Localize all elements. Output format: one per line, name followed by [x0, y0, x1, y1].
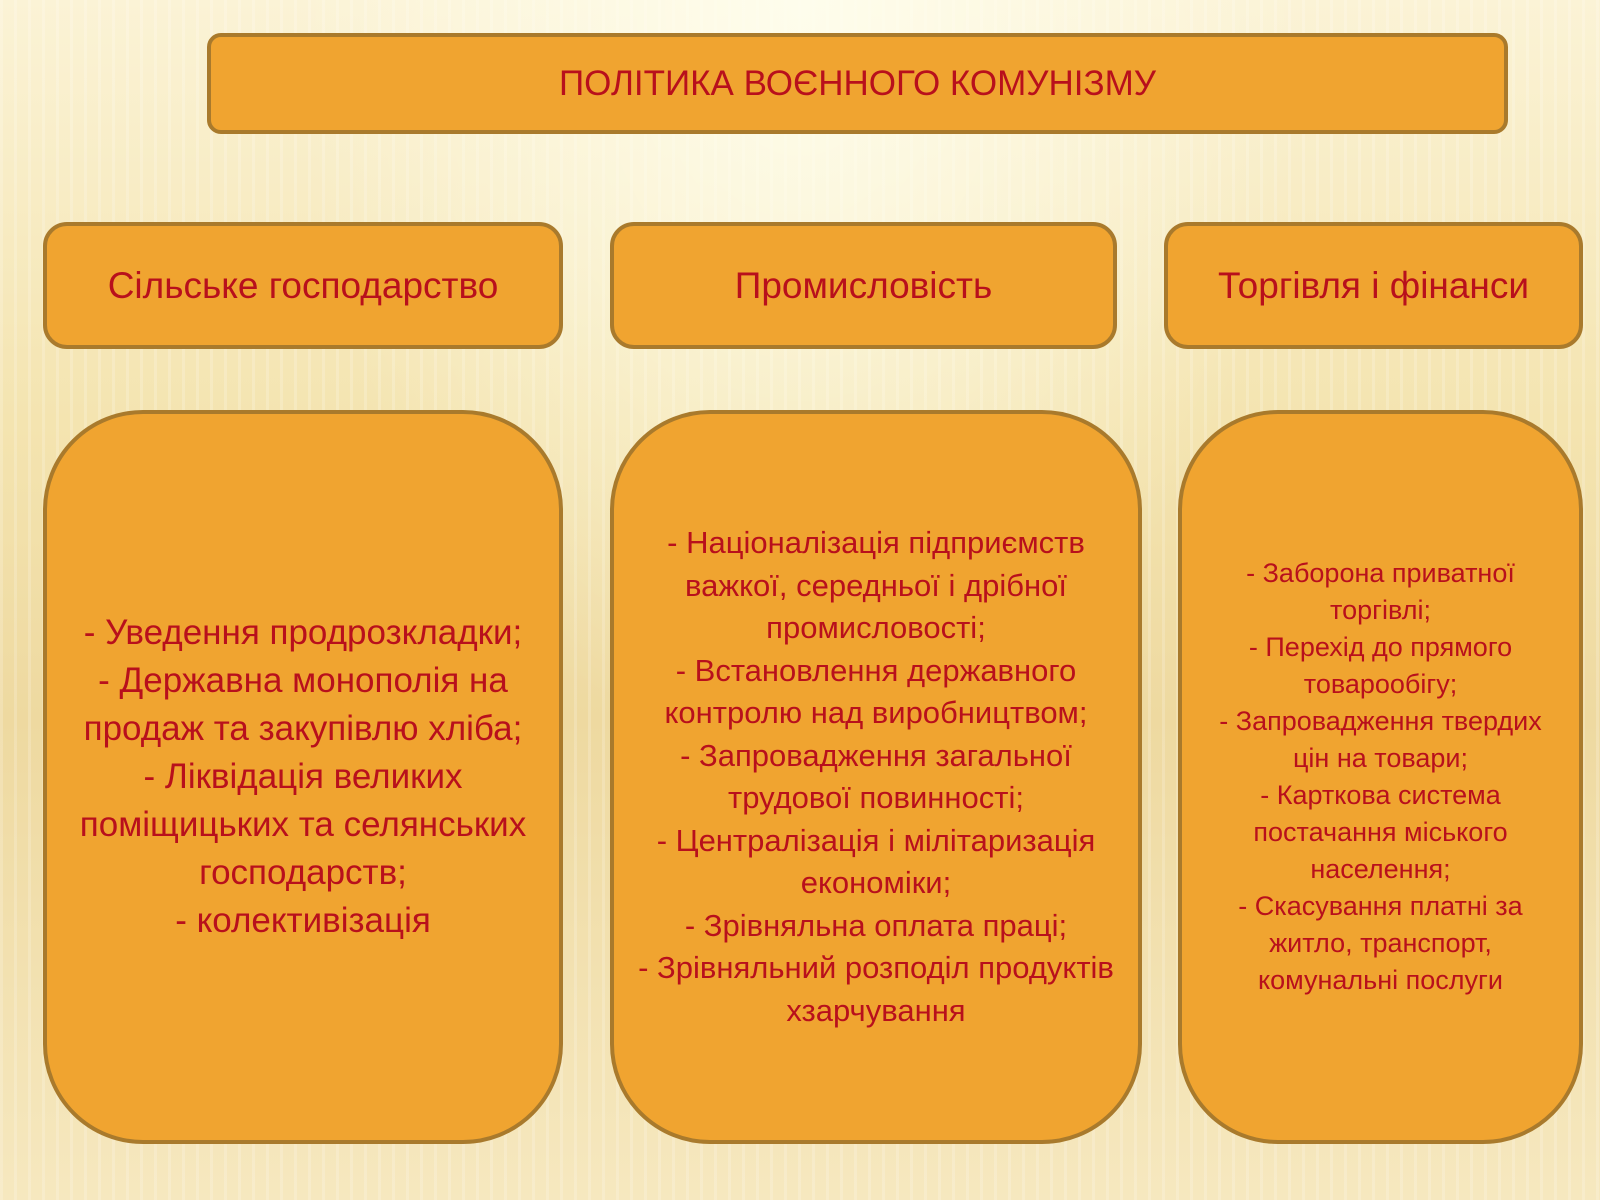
measures-box-trade-finance	[1178, 410, 1583, 1144]
list-item: - Запровадження загальної трудової повинності;	[680, 737, 1072, 815]
list-item: - Зрівняльний розподіл продуктів хзарчування	[638, 950, 1114, 1028]
list-item: - Скасування платні за житло, транспорт, комунальні послуги	[1238, 891, 1523, 995]
category-heading: Торгівля і фінанси	[1217, 264, 1530, 306]
category-box-industry	[610, 222, 1117, 349]
measures-box-industry	[610, 410, 1142, 1144]
list-item: - Запровадження твердих цін на товари;	[1219, 706, 1542, 773]
category-box-trade-finance	[1164, 222, 1583, 349]
measures-list	[1182, 555, 1579, 999]
list-item: - Уведення продрозкладки;	[83, 613, 523, 652]
category-box-agriculture	[43, 222, 563, 349]
list-item: - колективізація	[175, 901, 431, 940]
list-item: - Заборона приватної торгівлі;	[1246, 558, 1515, 625]
category-heading: Сільське господарство	[107, 264, 499, 306]
measures-box-agriculture	[43, 410, 563, 1144]
list-item: - Націоналізація підприємств важкої, середньої і дрібної промисловості;	[667, 525, 1085, 645]
list-item: - Встановлення державного контролю над виробництвом;	[664, 652, 1088, 730]
category-heading: Промисловість	[734, 264, 993, 306]
list-item: - Карткова система постачання міського населення;	[1253, 780, 1508, 884]
measures-list	[614, 522, 1138, 1032]
measures-list	[47, 609, 559, 945]
list-item: - Зрівняльна оплата праці;	[684, 907, 1068, 943]
diagram-title-text: ПОЛІТИКА ВОЄННОГО КОМУНІЗМУ	[558, 63, 1157, 103]
list-item: - Централізація і мілітаризація економіки;	[656, 822, 1096, 900]
list-item: - Ліквідація великих поміщицьких та селянських господарств;	[79, 757, 527, 892]
list-item: - Перехід до прямого товарообігу;	[1248, 632, 1513, 699]
list-item: - Державна монополія на продаж та закупівлю хліба;	[83, 661, 523, 748]
diagram-title	[207, 33, 1508, 134]
